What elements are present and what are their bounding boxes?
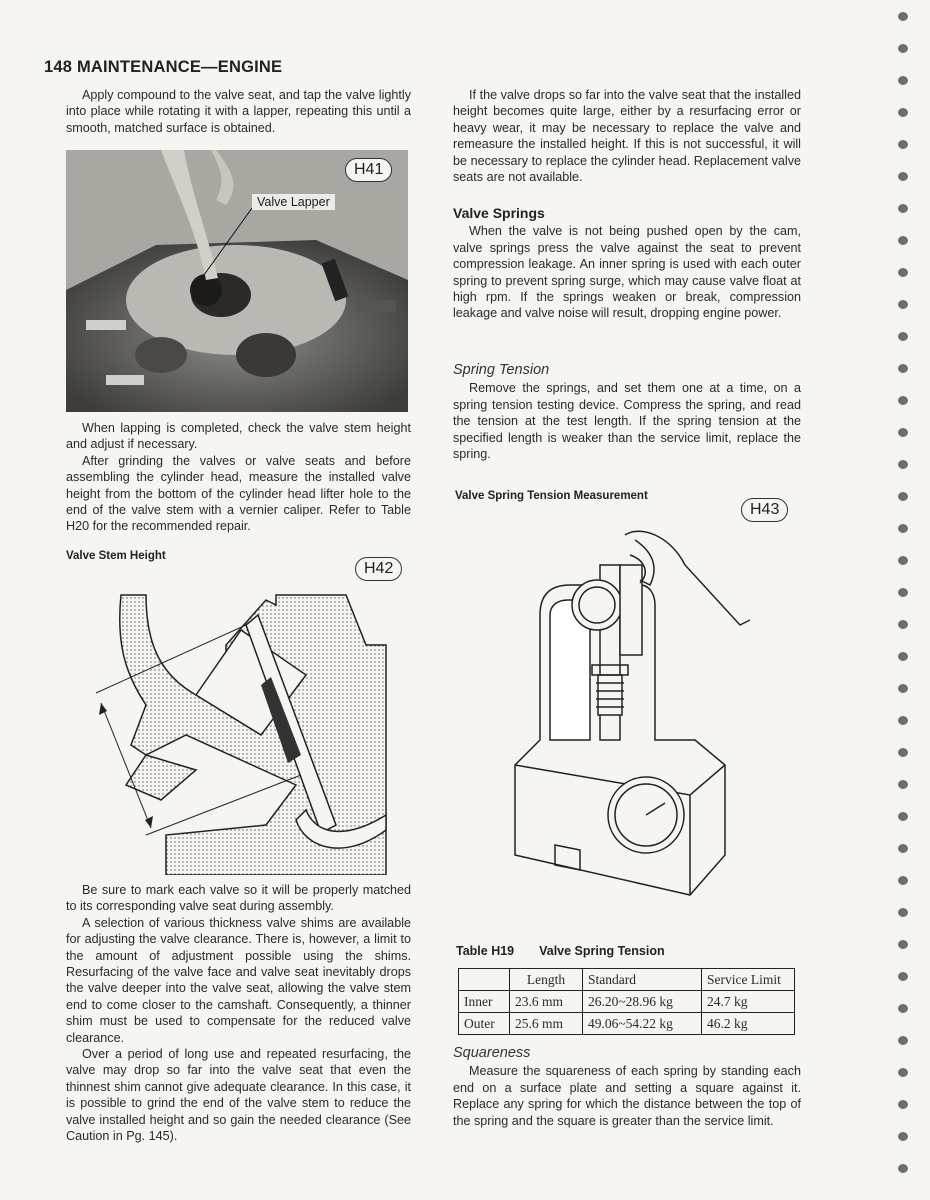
binding-hole: [898, 268, 908, 277]
binding-hole: [898, 716, 908, 725]
table-cell: 24.7 kg: [702, 991, 795, 1013]
valve-lapper-photo: [66, 150, 408, 412]
valve-lapper-label: Valve Lapper: [252, 194, 335, 210]
table-header-cell: [459, 969, 510, 991]
figure-tag-h43: H43: [741, 498, 788, 522]
binding-hole: [898, 140, 908, 149]
table-title: Valve Spring Tension: [539, 944, 665, 958]
squareness-paragraph: Measure the squareness of each spring by standing each end on a surface plate and setting a square against it. Replace any spring for which the distance between the top of the spring and the square is greater than the service limit.: [453, 1064, 801, 1128]
table-header-cell: Standard: [583, 969, 702, 991]
valve-springs-section: [453, 205, 801, 322]
figure-caption-h43: Valve Spring Tension Measurement: [455, 490, 648, 502]
binding-holes: [892, 0, 922, 1200]
binding-hole: [898, 1068, 908, 1077]
binding-hole: [898, 76, 908, 85]
binding-hole: [898, 428, 908, 437]
spring-tension-section: [453, 362, 801, 462]
valve-springs-paragraph: When the valve is not being pushed open by the cam, valve springs press the valve against the seat to prevent compression leakage. An inner spring is used with each outer spring to prevent spring surge, which may cause valve float at high rpm. If the springs weaken or break, compression leakage and valve noise will result, dropping engine power.: [453, 224, 801, 321]
table-header-row: [459, 969, 795, 991]
binding-hole: [898, 172, 908, 181]
table-cell: Outer: [459, 1013, 510, 1035]
engine-head-photo-art: [66, 150, 408, 412]
page-header: [44, 58, 282, 77]
binding-hole: [898, 1004, 908, 1013]
mark-valve-paragraph: Be sure to mark each valve so it will be properly matched to its corresponding valve seat during assembly.: [66, 883, 411, 914]
table-cell: 23.6 mm: [510, 991, 583, 1013]
binding-hole: [898, 300, 908, 309]
table-header-cell: Service Limit: [702, 969, 795, 991]
table-id: Table H19: [456, 944, 515, 958]
binding-hole: [898, 364, 908, 373]
table-row: [459, 1013, 795, 1035]
binding-hole: [898, 332, 908, 341]
binding-hole: [898, 908, 908, 917]
left-bottom-text: [66, 882, 411, 1145]
binding-hole: [898, 12, 908, 21]
intro-paragraph: Apply compound to the valve seat, and tap the valve lightly into place while rotating it with a lapper, repeating this until a smooth, matched surface is obtained.: [66, 88, 411, 135]
binding-hole: [898, 108, 908, 117]
binding-hole: [898, 940, 908, 949]
table-row: [459, 991, 795, 1013]
spring-tension-heading: Spring Tension: [453, 362, 550, 378]
binding-hole: [898, 524, 908, 533]
binding-hole: [898, 876, 908, 885]
left-middle-text: [66, 420, 411, 535]
valve-spring-tension-table: [458, 968, 795, 1035]
binding-hole: [898, 492, 908, 501]
right-top-text: [453, 87, 801, 185]
binding-hole: [898, 236, 908, 245]
figure-caption-h42: Valve Stem Height: [66, 550, 166, 562]
long-use-paragraph: Over a period of long use and repeated resurfacing, the valve may drop so far into the valve seat that even the thinnest shim cannot give adequate clearance. In this case, it is possible to grind the end of the valve stem to reduce the valve installed height and so gain the needed clearance (See Caution in Pg. 145).: [66, 1047, 411, 1144]
spring-tension-paragraph: Remove the springs, and set them one at a time, on a spring tension testing device. Compress the spring, and read the tension at the test length. If the spring tension at the specified length is weaker than the service limit, replace the spring.: [453, 381, 801, 462]
table-cell: Inner: [459, 991, 510, 1013]
binding-hole: [898, 972, 908, 981]
left-intro: [66, 87, 411, 136]
squareness-heading: Squareness: [453, 1045, 531, 1061]
binding-hole: [898, 460, 908, 469]
table-cell: 25.6 mm: [510, 1013, 583, 1035]
table-cell: 46.2 kg: [702, 1013, 795, 1035]
binding-hole: [898, 812, 908, 821]
figure-tag-h42: H42: [355, 557, 402, 581]
binding-hole: [898, 588, 908, 597]
page-title: MAINTENANCE—ENGINE: [76, 58, 283, 76]
binding-hole: [898, 44, 908, 53]
binding-hole: [898, 396, 908, 405]
table-cell: 26.20~28.96 kg: [583, 991, 702, 1013]
binding-hole: [898, 620, 908, 629]
binding-hole: [898, 1164, 908, 1173]
binding-hole: [898, 780, 908, 789]
valve-drops-paragraph: If the valve drops so far into the valve seat that the installed height becomes quite large, either by a resurfacing error or heavy wear, it may be necessary to replace the valve and remeasure the installed height. If this is not successful, it will be necessary to replace the cylinder head. Replacement valve seats are not available.: [453, 88, 801, 185]
figure-tag-h41: H41: [345, 158, 392, 182]
table-cell: 49.06~54.22 kg: [583, 1013, 702, 1035]
spring-tension-tester-drawing: [500, 525, 760, 915]
squareness-section: [453, 1045, 801, 1129]
binding-hole: [898, 748, 908, 757]
shims-paragraph: A selection of various thickness valve shims are available for adjusting the valve clearance. There is, however, a limit to the amount of adjustment possible using the shims. Resurfacing of the valve face and valve seat inevitably drops the valve deeper into the valve seat, allowing the valve stem end to come closer to the camshaft. Consequently, a thinner shim must be used to compensate for the reduced valve clearance.: [66, 915, 411, 1045]
table-header-cell: Length: [510, 969, 583, 991]
valve-springs-heading: Valve Springs: [453, 205, 545, 221]
binding-hole: [898, 204, 908, 213]
binding-hole: [898, 1100, 908, 1109]
table-caption: [456, 944, 665, 958]
page-number: 148: [44, 58, 73, 76]
binding-hole: [898, 844, 908, 853]
lapping-complete-paragraph: When lapping is completed, check the valve stem height and adjust if necessary.: [66, 421, 411, 452]
valve-height-paragraph: After grinding the valves or valve seats and before assembling the cylinder head, measure the installed valve height from the bottom of the cylinder head lifter hole to the end of the valve stem with a vernier caliper. Refer to Table H20 for the recommended repair.: [66, 453, 411, 534]
binding-hole: [898, 1036, 908, 1045]
valve-stem-height-diagram: [66, 585, 396, 875]
binding-hole: [898, 556, 908, 565]
binding-hole: [898, 684, 908, 693]
binding-hole: [898, 652, 908, 661]
binding-hole: [898, 1132, 908, 1141]
